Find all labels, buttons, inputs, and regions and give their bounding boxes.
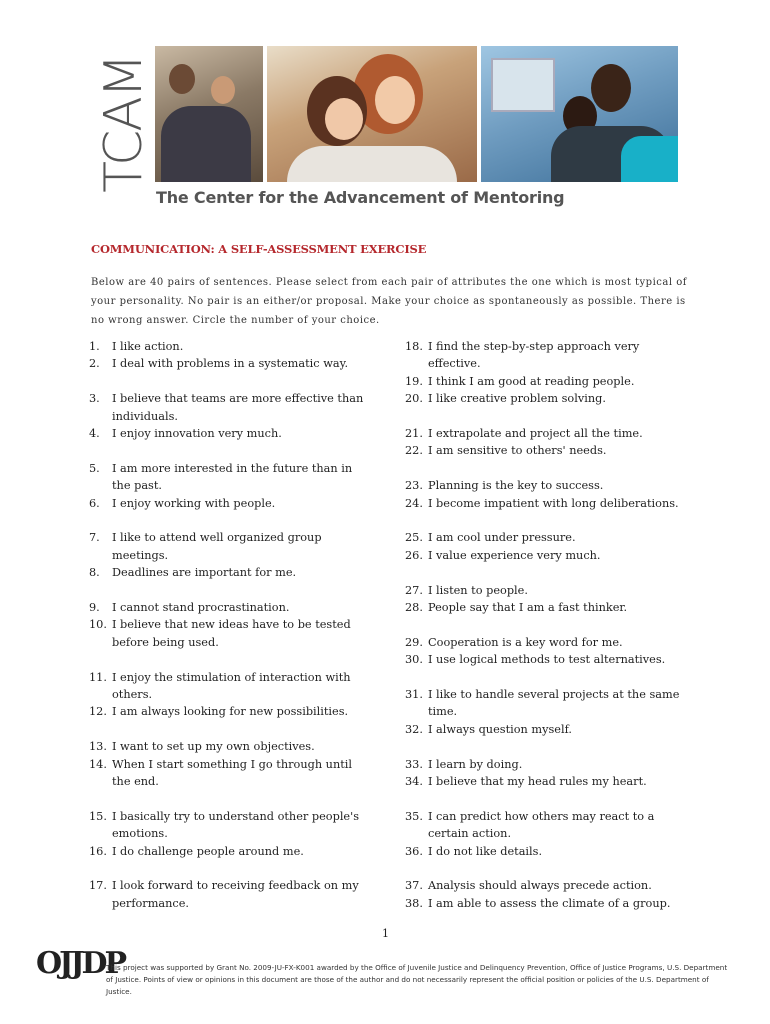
list-item: 31. I like to handle several projects at the same time. bbox=[405, 688, 680, 719]
photo-mentor-computer bbox=[481, 46, 678, 182]
list-item: 4. I enjoy innovation very much. bbox=[89, 427, 282, 441]
list-item: 14. When I start something I go through until the end. bbox=[89, 757, 353, 789]
ojjdp-logo: OJJDP bbox=[36, 946, 125, 981]
page-title: COMMUNICATION: A SELF-ASSESSMENT EXERCISE bbox=[91, 242, 427, 256]
list-item: 27. I listen to people. bbox=[405, 583, 528, 597]
right-column bbox=[405, 338, 695, 912]
list-item: 9. I cannot stand procrastination. bbox=[89, 601, 290, 615]
list-item: 34. I believe that my head rules my heart. bbox=[405, 775, 647, 789]
header-photos bbox=[155, 46, 678, 182]
list-item: 32. I always question myself. bbox=[405, 722, 572, 736]
list-item: 35. I can predict how others may react to a certain action. bbox=[405, 809, 655, 841]
list-item: 20. I like creative problem solving. bbox=[405, 392, 606, 406]
list-item: 2. I deal with problems in a systematic way. bbox=[89, 357, 349, 371]
photo-mother-daughter bbox=[267, 46, 477, 182]
list-item: 29. Cooperation is a key word for me. bbox=[405, 635, 623, 649]
list-item: 15. I basically try to understand other people's emotions. bbox=[89, 809, 360, 841]
list-item: 24. I become impatient with long deliberations. bbox=[405, 496, 679, 510]
list-item: 16. I do challenge people around me. bbox=[89, 844, 304, 858]
tagline: The Center for the Advancement of Mentoring bbox=[156, 188, 565, 207]
list-item: 10. I believe that new ideas have to be tested before being used. bbox=[89, 618, 351, 649]
list-item: 21. I extrapolate and project all the time. bbox=[405, 427, 643, 441]
list-item: 17. I look forward to receiving feedback on my performance. bbox=[89, 879, 359, 910]
list-item: 36. I do not like details. bbox=[405, 844, 543, 858]
list-item: 19. I think I am good at reading people. bbox=[405, 374, 635, 388]
list-item: 6. I enjoy working with people. bbox=[89, 496, 276, 510]
page-number: 1 bbox=[382, 927, 389, 940]
left-column bbox=[89, 338, 369, 912]
list-item: 12. I am always looking for new possibilities. bbox=[89, 705, 349, 719]
list-item: 8. Deadlines are important for me. bbox=[89, 566, 297, 580]
list-item: 25. I am cool under pressure. bbox=[405, 531, 576, 545]
tcam-logo: TCAM bbox=[94, 55, 154, 193]
header-banner bbox=[90, 44, 682, 214]
list-item: 7. I like to attend well organized group meetings. bbox=[89, 531, 322, 562]
list-item: 28. People say that I am a fast thinker. bbox=[405, 601, 628, 615]
list-item: 22. I am sensitive to others' needs. bbox=[405, 444, 607, 458]
list-item: 33. I learn by doing. bbox=[405, 757, 523, 771]
list-item: 18. I find the step-by-step approach very effective. bbox=[405, 340, 640, 371]
list-item: 26. I value experience very much. bbox=[405, 548, 601, 562]
footer-disclaimer: This project was supported by Grant No. 2009-JU-FX-K001 awarded by the Office of Juvenile Justice and Delinquency Prevention, Office of Justice Programs, U.S. Department of Justice. Points of view or opinions in this document are those of the author and do not necessarily represent the official position or policies of the U.S. Department of Justice. bbox=[106, 963, 728, 996]
list-item: 3. I believe that teams are more effective than individuals. bbox=[89, 392, 364, 423]
photo-mentors-reading bbox=[155, 46, 263, 182]
list-item: 37. Analysis should always precede action. bbox=[405, 879, 652, 893]
list-item: 5. I am more interested in the future than in the past. bbox=[89, 461, 353, 493]
list-item: 13. I want to set up my own objectives. bbox=[89, 740, 315, 754]
intro-paragraph: Below are 40 pairs of sentences. Please select from each pair of attributes the one which is most typical of your personality. No pair is an either/or proposal. Make your choice as spontaneously as possible. There is no wrong answer. Circle the number of your choice. bbox=[91, 277, 687, 326]
list-item: 23. Planning is the key to success. bbox=[405, 479, 604, 493]
list-item: 11. I enjoy the stimulation of interaction with others. bbox=[89, 670, 351, 702]
list-item: 1. I like action. bbox=[89, 340, 184, 353]
list-item: 38. I am able to assess the climate of a group. bbox=[405, 896, 671, 910]
list-item: 30. I use logical methods to test alternatives. bbox=[405, 653, 666, 667]
